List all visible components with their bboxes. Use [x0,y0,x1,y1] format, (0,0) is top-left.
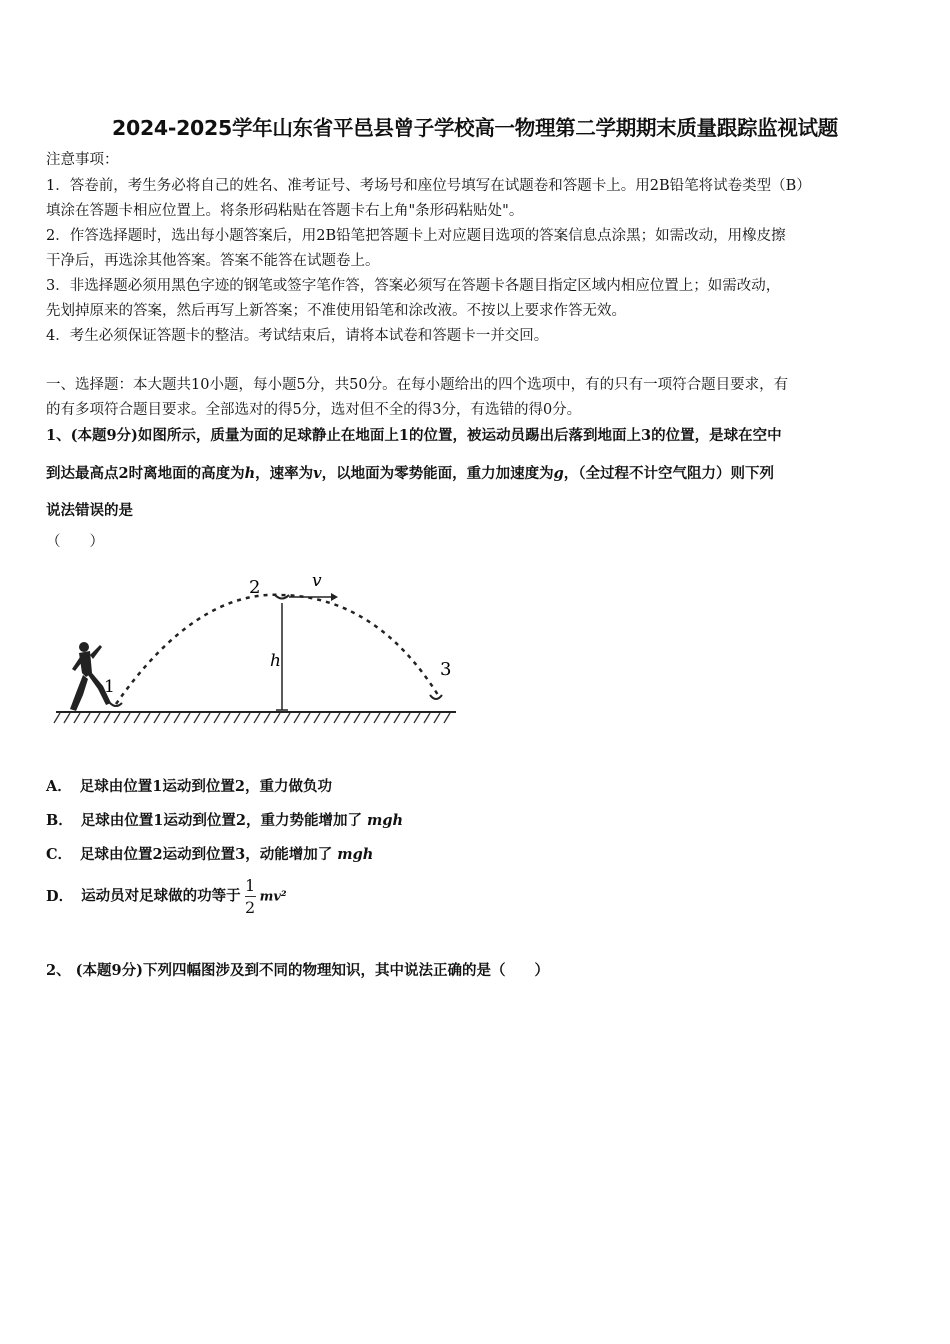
notice-line: 填涂在答题卡相应位置上。将条形码粘贴在答题卡右上角"条形码粘贴处"。 [46,203,524,219]
question-1-stem-line2: 到达最高点2时离地面的高度为h，速率为v，以地面为零势能面，重力加速度为g，（全过程不计空气阻力）则下列 [46,465,774,482]
trajectory-figure [46,565,466,735]
question-1-stem: 1、(本题9分)如图所示，质量为面的足球静止在地面上1的位置，被运动员踢出后落到地面上3的位置，是球在空中 [46,427,782,444]
notice-line: 3．非选择题必须用黑色字迹的钢笔或签字笔作答，答案必须写在答题卡各题目指定区域内相应位置上；如需改动， [46,278,781,294]
option-d[interactable]: D． 运动员对足球做的功等于 $\frac{1}{2}$ mv² [46,876,287,917]
label-v: v [312,571,322,591]
trajectory-curve [116,595,438,704]
option-c[interactable]: C． 足球由位置2运动到位置3，动能增加了 mgh [46,846,374,863]
label-1: 1 [104,677,115,697]
ball-position-3 [430,695,442,699]
section-intro: 的有多项符合题目要求。全部选对的得5分，选对但不全的得3分，有选错的得0分。 [46,402,582,418]
label-2: 2 [249,577,261,598]
notice-heading: 注意事项： [46,152,119,168]
notice-line: 1．答卷前，考生务必将自己的姓名、准考证号、考场号和座位号填写在试题卷和答题卡上。用2B铅笔将试卷类型（B） [46,178,811,194]
question-1-stem-line3: 说法错误的是 [46,502,133,519]
section-intro: 一、选择题：本大题共10小题，每小题5分，共50分。在每小题给出的四个选项中，有的只有一项符合题目要求，有 [46,377,789,393]
ground-hatching [54,713,450,723]
label-3: 3 [440,659,452,680]
notice-line: 4．考生必须保证答题卡的整洁。考试结束后，请将本试卷和答题卡一并交回。 [46,328,549,344]
fraction-half: $\frac{1}{2}$ [244,876,256,917]
option-b[interactable]: B． 足球由位置1运动到位置2，重力势能增加了 mgh [46,812,404,829]
notice-line: 2．作答选择题时，选出每小题答案后，用2B铅笔把答题卡上对应题目选项的答案信息点涂黑；如需改动，用橡皮擦 [46,228,786,244]
answer-bracket: （ ） [46,534,104,550]
label-h: h [270,651,281,671]
velocity-arrowhead [331,593,338,601]
option-a[interactable]: A． 足球由位置1运动到位置2，重力做负功 [46,778,332,795]
notice-line: 先划掉原来的答案，然后再写上新答案；不准使用铅笔和涂改液。不按以上要求作答无效。 [46,303,626,319]
page-title: 2024-2025学年山东省平邑县曾子学校高一物理第二学期期末质量跟踪监视试题 [112,116,838,140]
question-2-stem: 2、 (本题9分)下列四幅图涉及到不同的物理知识，其中说法正确的是（ ） [46,962,549,979]
notice-line: 干净后，再选涂其他答案。答案不能答在试题卷上。 [46,253,380,269]
